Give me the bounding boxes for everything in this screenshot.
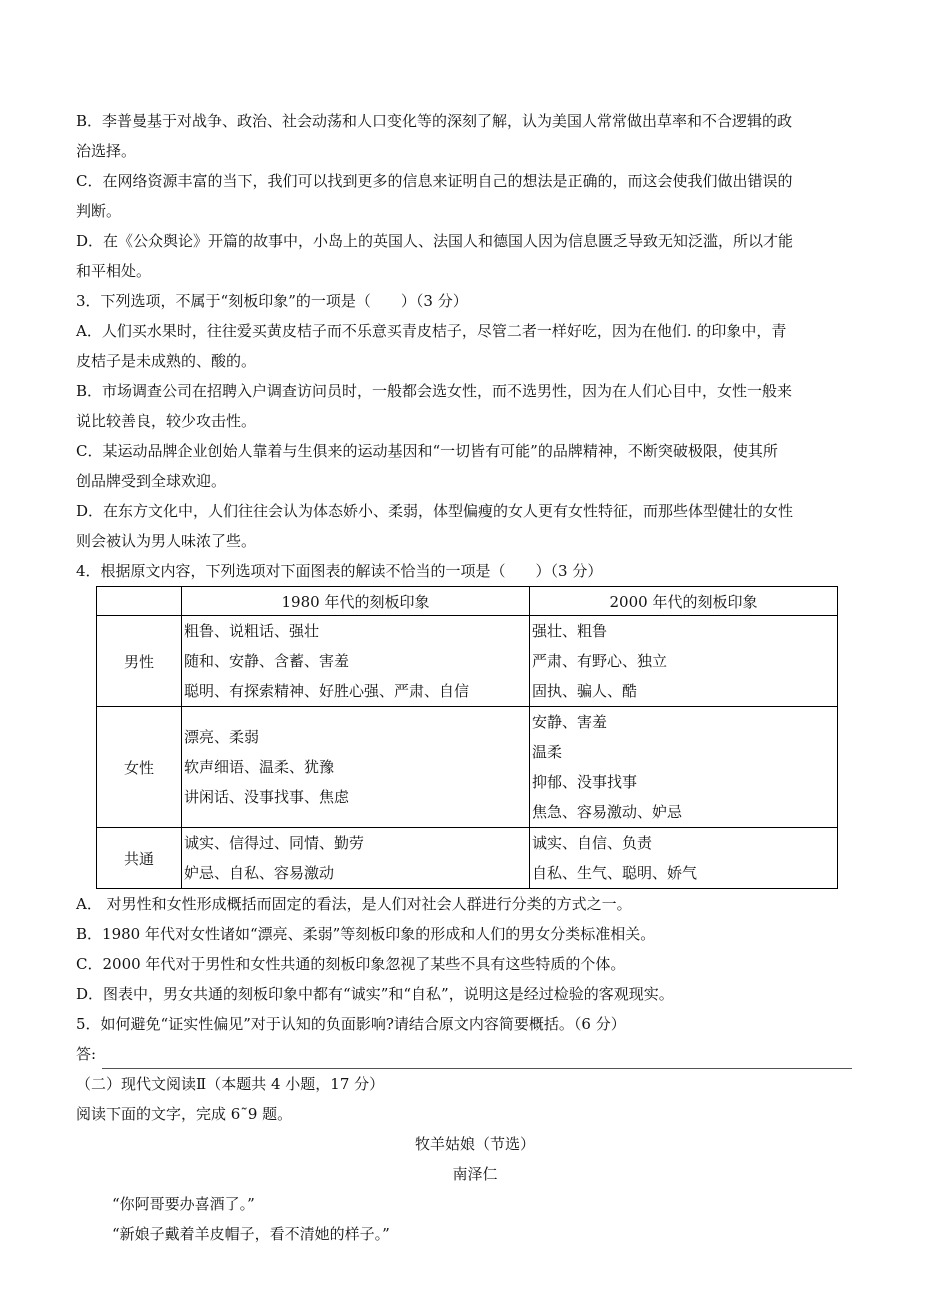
row-label: 男性 [97, 616, 182, 707]
cell-line: 固执、骗人、酷 [532, 682, 638, 700]
text-line: C．某运动品牌企业创始人靠着与生俱来的运动基因和“一切皆有可能”的品牌精神，不断突破极限，使其所 [76, 442, 778, 460]
cell-line: 自私、生气、聪明、娇气 [532, 864, 698, 882]
cell-line: 妒忌、自私、容易激动 [184, 864, 335, 882]
table-cell [530, 707, 838, 828]
story-author: 南泽仁 [452, 1165, 498, 1183]
answer-row [76, 1039, 874, 1069]
dialogue-line: “新娘子戴着羊皮帽子，看不清她的样子。” [112, 1225, 390, 1243]
text-line: 则会被认为男人味浓了些。 [76, 532, 257, 550]
text-line: D．在东方文化中，人们往往会认为体态娇小、柔弱，体型偏瘦的女人更有女性特征，而那些体型健壮的女性 [76, 502, 794, 520]
cell-line: 安静、害羞 [532, 713, 608, 731]
cell-line: 强壮、粗鲁 [532, 622, 608, 640]
cell-line: 焦急、容易激动、妒忌 [532, 803, 683, 821]
cell-line: 严肃、有野心、独立 [532, 652, 668, 670]
text-line: B．市场调查公司在招聘入户调查访问员时，一般都会选女性，而不选男性，因为在人们心目中，女性一般来 [76, 382, 793, 400]
table-row [97, 828, 838, 889]
answer-label: 答: [76, 1045, 97, 1063]
table-header-row [97, 587, 838, 616]
text-line: A．人们买水果时，往往爱买黄皮桔子而不乐意买青皮桔子，尽管二者一样好吃，因为在他们. 的印象中，青 [76, 322, 787, 340]
answer-blank-line[interactable] [102, 1050, 852, 1069]
dialogue-line: “你阿哥要办喜酒了。” [112, 1195, 255, 1213]
text-line: 皮桔子是未成熟的、酸的。 [76, 352, 257, 370]
option-a: A． 对男性和女性形成概括而固定的看法，是人们对社会人群进行分类的方式之一。 [76, 895, 632, 913]
table-header-cell [97, 587, 182, 616]
option-d: D．图表中，男女共通的刻板印象中都有“诚实”和“自私”，说明这是经过检验的客观现实。 [76, 985, 674, 1003]
text-line: D．在《公众舆论》开篇的故事中，小岛上的英国人、法国人和德国人因为信息匮乏导致无知泛滥，所以才能 [76, 232, 794, 250]
table-row [97, 707, 838, 828]
cell-line: 诚实、信得过、同情、勤劳 [184, 834, 365, 852]
table-cell [530, 828, 838, 889]
question-4: 4．根据原文内容，下列选项对下面图表的解读不恰当的一项是（ ）（3 分） [76, 562, 603, 580]
option-b: B．1980 年代对女性诸如“漂亮、柔弱”等刻板印象的形成和人们的男女分类标准相关。 [76, 925, 656, 943]
text-line: 说比较善良，较少攻击性。 [76, 412, 257, 430]
question-5: 5．如何避免“证实性偏见”对于认知的负面影响?请结合原文内容简要概括。（6 分） [76, 1015, 626, 1033]
text-line: 和平相处。 [76, 262, 152, 280]
cell-line: 聪明、有探索精神、好胜心强、严肃、自信 [184, 682, 470, 700]
story-title: 牧羊姑娘（节选） [414, 1135, 535, 1153]
instruction: 阅读下面的文字，完成 6˜9 题。 [76, 1105, 293, 1123]
cell-line: 抑郁、没事找事 [532, 773, 638, 791]
table-row [97, 616, 838, 707]
table-header-cell: 1980 年代的刻板印象 [182, 587, 530, 616]
text-line: B．李普曼基于对战争、政治、社会动荡和人口变化等的深刻了解，认为美国人常常做出草率和不合逻辑的政 [76, 112, 793, 130]
cell-line: 温柔 [532, 743, 563, 761]
top-paragraphs [76, 106, 874, 586]
text-line: 判断。 [76, 202, 122, 220]
question-3: 3．下列选项，不属于“刻板印象”的一项是（ ）（3 分） [76, 292, 468, 310]
section-heading: （二）现代文阅读Ⅱ（本题共 4 小题，17 分） [76, 1075, 385, 1093]
table-header-cell: 2000 年代的刻板印象 [530, 587, 838, 616]
table-cell [182, 828, 530, 889]
text-line: 创品牌受到全球欢迎。 [76, 472, 227, 490]
row-label: 女性 [97, 707, 182, 828]
bottom-paragraphs [76, 889, 874, 1249]
table-cell [182, 707, 530, 828]
cell-line: 随和、安静、含蓄、害羞 [184, 652, 350, 670]
cell-line: 讲闲话、没事找事、焦虑 [184, 788, 350, 806]
table-cell [182, 616, 530, 707]
row-label: 共通 [97, 828, 182, 889]
option-c: C．2000 年代对于男性和女性共通的刻板印象忽视了某些不具有这些特质的个体。 [76, 955, 626, 973]
cell-line: 粗鲁、说粗话、强壮 [184, 622, 320, 640]
cell-line: 漂亮、柔弱 [184, 728, 260, 746]
text-line: C．在网络资源丰富的当下，我们可以找到更多的信息来证明自己的想法是正确的，而这会使我们做出错误的 [76, 172, 793, 190]
stereotype-table [96, 586, 838, 889]
cell-line: 诚实、自信、负责 [532, 834, 653, 852]
table-cell [530, 616, 838, 707]
text-line: 治选择。 [76, 142, 137, 160]
cell-line: 软声细语、温柔、犹豫 [184, 758, 335, 776]
document-page [76, 106, 874, 1249]
